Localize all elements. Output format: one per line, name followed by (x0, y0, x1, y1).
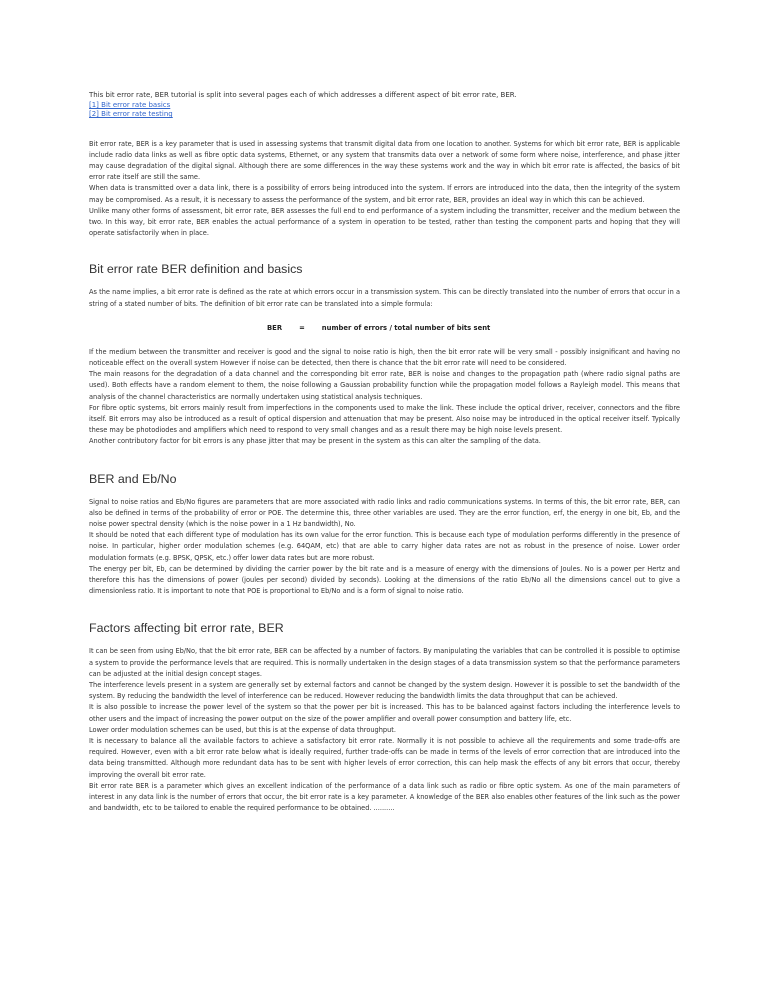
paragraph: When data is transmitted over a data link, there is a possibility of errors being introduced into the system. If errors are introduced into the data, then the integrity of the system may be compromised. As a result, it is necessary to assess the performance of the system, and bit error rate, BER, provides an ideal way in which this can be achieved. (89, 184, 680, 204)
intro-block (89, 91, 680, 120)
section-heading: Factors affecting bit error rate, BER (89, 621, 284, 636)
ber-formula (89, 323, 680, 333)
paragraph: It should be noted that each different type of modulation has its own value for the error function. This is because each type of modulation performs differently in the presence of noise. In particular, higher order modulation schemes (e.g. 64QAM, etc) that are able to carry higher data rates are not as robust in the presence of noise. Lower order modulation formats (e.g. BPSK, QPSK, etc.) offer lower data rates but are more robust. (89, 531, 680, 562)
paragraph: The interference levels present in a system are generally set by external factors and cannot be changed by the system design. However it is possible to set the bandwidth of the system. By reducing the bandwidth the level of interference can be reduced. However reducing the bandwidth limits the data throughput that can be achieved. (89, 681, 680, 701)
overview-section (89, 139, 680, 240)
paragraph: Signal to noise ratios and Eb/No figures are parameters that are more associated with radio links and radio communications systems. In terms of this, the bit error rate, BER, can also be defined in terms of the probability of error or POE. The determine this, three other variables are used. They are the error function, erf, the energy in one bit, Eb, and the noise power spectral density (which is the noise power in a 1 Hz bandwidth), No. (89, 497, 680, 528)
link-bit-error-rate-testing[interactable]: [2] Bit error rate testing (89, 110, 173, 118)
factors-section (89, 621, 680, 814)
paragraph: The energy per bit, Eb, can be determined by dividing the carrier power by the bit rate and is a measure of energy with the dimensions of Joules. No is a power per Hertz and therefore this has the dimensions of power (joules per second) divided by seconds). Looking at the dimensions of the ratio Eb/No all the dimensions cancel out to give a dimensionless ratio. It is important to note that POE is proportional to Eb/No and is a form of signal to noise ratio. (89, 564, 680, 596)
paragraph: Unlike many other forms of assessment, bit error rate, BER assesses the full end to end performance of a system including the transmitter, receiver and the medium between the two. In this way, bit error rate, BER enables the actual performance of a system in operation to be tested, rather than testing the component parts and hoping that they will operate satisfactorily when in place. (89, 206, 680, 238)
paragraph: Another contributory factor for bit errors is any phase jitter that may be present in the system as this can alter the sampling of the data. (89, 437, 541, 446)
formula-lhs: BER (267, 323, 283, 332)
paragraph: If the medium between the transmitter and receiver is good and the signal to noise ratio is high, then the bit error rate will be very small - possibly insignificant and having no noticeable effect on the overall system However if noise can be detected, then there is chance that the bit error rate will need to be considered. (89, 347, 680, 367)
paragraph: It is necessary to balance all the available factors to achieve a satisfactory bit error rate. Normally it is not possible to achieve all the requirements and some trade-offs are required. However, even with a bit error rate below what is ideally required, further trade-offs can be made in terms of the levels of error correction that are introduced into the data being transmitted. Although more redundant data has to be sent with higher levels of error correction, this can help mask the effects of any bit errors that occur, thereby improving the overall bit error rate. (89, 737, 680, 779)
section-heading: Bit error rate BER definition and basics (89, 262, 303, 277)
paragraph: As the name implies, a bit error rate is defined as the rate at which errors occur in a transmission system. This can be directly translated into the number of errors that occur in a string of a stated number of bits. The definition of bit error rate can be translated into a simple formula: (89, 288, 680, 308)
ebno-section (89, 472, 680, 598)
paragraph: Bit error rate BER is a parameter which gives an excellent indication of the performance of a data link such as radio or fibre optic system. As one of the main parameters of interest in any data link is the number of errors that occur, the bit error rate is a key parameter. A knowledge of the BER also enables other features of the link such as the power and bandwidth, etc to be tailored to enable the required performance to be obtained. .......... (89, 781, 680, 813)
paragraph: For fibre optic systems, bit errors mainly result from imperfections in the components used to make the link. These include the optical driver, receiver, connectors and the fibre itself. Bit errors may also be introduced as a result of optical dispersion and attenuation that may be present. Also noise may be introduced in the optical receiver itself. Typically these may be photodiodes and amplifiers which need to respond to very small changes and as a result there may be high noise levels present. (89, 403, 680, 435)
paragraph: It can be seen from using Eb/No, that the bit error rate, BER can be affected by a number of factors. By manipulating the variables that can be controlled it is possible to optimise a system to provide the performance levels that are required. This is normally undertaken in the design stages of a data transmission system so that the performance parameters can be adjusted at the initial design concept stages. (89, 647, 680, 678)
paragraph: Lower order modulation schemes can be used, but this is at the expense of data throughput. (89, 725, 396, 734)
link-bit-error-rate-basics[interactable]: [1] Bit error rate basics (89, 100, 171, 109)
paragraph: The main reasons for the degradation of a data channel and the corresponding bit error rate, BER is noise and changes to the propagation path (where radio signal paths are used). Both effects have a random element to them, the noise following a Gaussian probability function while the propagation model follows a Rayleigh model. This means that analysis of the channel characteristics are normally undertaken using statistical analysis techniques. (89, 370, 680, 401)
formula-rhs: number of errors / total number of bits sent (321, 323, 491, 332)
section-heading: BER and Eb/No (89, 471, 177, 486)
paragraph: Bit error rate, BER is a key parameter that is used in assessing systems that transmit digital data from one location to another. Systems for which bit error rate, BER is applicable include radio data links as well as fibre optic data systems, Ethernet, or any system that transmits data over a network of some form where noise, interference, and phase jitter may cause degradation of the digital signal. Although there are some differences in the way these systems work and the way in which bit error rate is affected, the basics of bit error rate itself are still the same. (89, 139, 680, 182)
formula-equals: = (299, 323, 305, 332)
definition-section (89, 262, 680, 447)
paragraph: It is also possible to increase the power level of the system so that the power per bit is increased. This has to be balanced against factors including the interference levels to other users and the impact of increasing the power output on the size of the power amplifier and overall power consumption and battery life, etc. (89, 703, 680, 723)
intro-text: This bit error rate, BER tutorial is split into several pages each of which addresses a different aspect of bit error rate, BER. (89, 91, 517, 99)
